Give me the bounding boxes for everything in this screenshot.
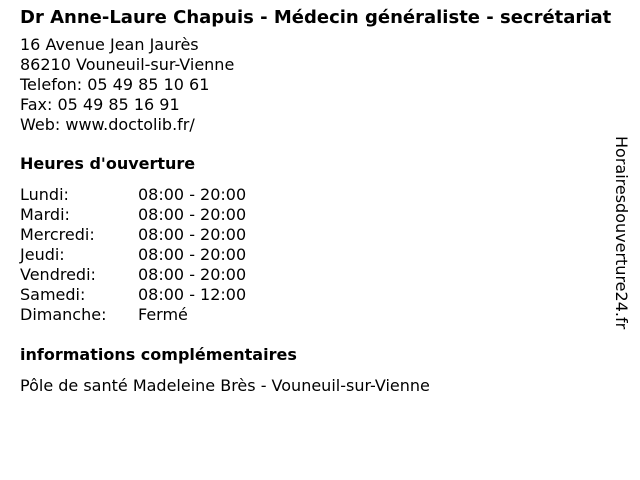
hours-row-saturday [20,285,630,305]
hours-row-friday [20,265,630,285]
time-value: 08:00 - 20:00 [138,245,247,264]
time-value: Fermé [138,305,188,324]
day-label: Lundi: [20,185,69,204]
time-value: 08:00 - 20:00 [138,265,247,284]
day-label: Mardi: [20,205,70,224]
hours-row-tuesday [20,205,630,225]
phone-number: Telefon: 05 49 85 10 61 [20,75,210,94]
website-link: Web: www.doctolib.fr/ [20,115,195,134]
day-label: Dimanche: [20,305,107,324]
hours-row-sunday [20,305,630,325]
page-title: Dr Anne-Laure Chapuis - Médecin généraliste - secrétariat [20,7,612,28]
time-value: 08:00 - 20:00 [138,225,247,244]
fax-number: Fax: 05 49 85 16 91 [20,95,180,114]
day-label: Jeudi: [20,245,65,264]
additional-info-text: Pôle de santé Madeleine Brès - Vouneuil-sur-Vienne [20,376,430,395]
city-address: 86210 Vouneuil-sur-Vienne [20,55,235,74]
address-block [20,35,630,135]
day-label: Samedi: [20,285,86,304]
time-value: 08:00 - 20:00 [138,185,247,204]
hours-row-monday [20,185,630,205]
time-value: 08:00 - 12:00 [138,285,247,304]
day-label: Mercredi: [20,225,95,244]
business-card [20,8,630,396]
site-watermark: Horairesdouverture24.fr [612,136,631,330]
opening-hours-heading: Heures d'ouverture [20,154,196,173]
street-address: 16 Avenue Jean Jaurès [20,35,199,54]
additional-info-heading: informations complémentaires [20,345,297,364]
time-value: 08:00 - 20:00 [138,205,247,224]
opening-hours-table [20,185,630,325]
hours-row-thursday [20,245,630,265]
day-label: Vendredi: [20,265,96,284]
hours-row-wednesday [20,225,630,245]
